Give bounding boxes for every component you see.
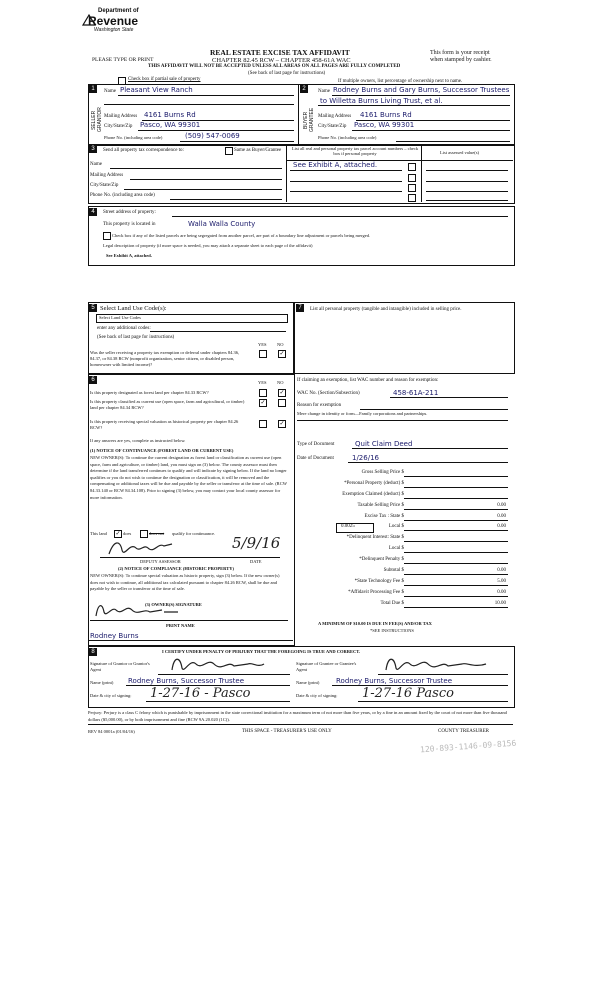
subtotal[interactable]: 0.00 — [497, 568, 506, 573]
s3-name-label: Name — [90, 162, 102, 167]
personal-property-checkbox-3[interactable] — [408, 184, 416, 192]
s5-no-header: NO — [277, 342, 284, 347]
seller-phone-label: Phone No. (including area code) — [104, 135, 163, 140]
delinquent-penalty-label: *Delinquent Penalty $ — [359, 557, 404, 562]
total-due-label: Total Due $ — [380, 601, 404, 606]
section-2-number: 2 — [300, 85, 308, 93]
taxable-price[interactable]: 0.00 — [497, 503, 506, 508]
buyer-address-label: Mailing Address — [318, 114, 352, 119]
processing-fee[interactable]: 0.00 — [497, 590, 506, 595]
reason-label: Reason for exemption — [297, 403, 342, 408]
excise-state-label: Excise Tax : State $ — [364, 514, 404, 519]
document-date-label: Date of Document — [297, 456, 334, 461]
see-instructions-note: *SEE INSTRUCTIONS — [370, 628, 414, 633]
s5-exempt-no[interactable]: ✓ — [279, 351, 285, 357]
technology-fee[interactable]: 5.00 — [497, 579, 506, 584]
seller-city-label: City/State/Zip — [104, 124, 133, 129]
warning-text: THIS AFFIDAVIT WILL NOT BE ACCEPTED UNLESS ALL AREAS ON ALL PAGES ARE FULLY COMPLETED — [148, 64, 401, 69]
owner-signature-label: (3) OWNER(S) SIGNATURE — [145, 602, 202, 607]
grantee-signature — [382, 654, 492, 676]
section-5-number: 5 — [89, 304, 97, 312]
buyer-city[interactable]: Pasco, WA 99301 — [354, 121, 415, 129]
street-address-label: Street address of property: — [103, 210, 156, 215]
additional-codes-label: enter any additional codes: — [97, 326, 151, 331]
this-land-label: This land — [90, 531, 107, 536]
assessor-date: 5/9/16 — [232, 534, 281, 552]
land-use-select-value: Select Land Use Codes — [99, 315, 141, 320]
grantor-date-label: Date & city of signing: — [90, 693, 132, 698]
s6-yes-header: YES — [258, 380, 267, 385]
grantee-date-label: Date & city of signing: — [296, 693, 338, 698]
does-not-label: does not — [149, 531, 165, 536]
assessed-value-header: List assessed value(s) — [440, 150, 479, 155]
document-type[interactable]: Quit Claim Deed — [355, 440, 413, 448]
grantor-date[interactable]: 1-27-16 - Pasco — [150, 686, 251, 701]
grantor-name-label: Name (print) — [90, 680, 114, 685]
seller-address-label: Mailing Address — [104, 114, 138, 119]
type-or-print: PLEASE TYPE OR PRINT — [92, 57, 154, 63]
personal-property-checkbox-2[interactable] — [408, 174, 416, 182]
reason-value[interactable]: Mere change in identity or form—Family corporations and partnerships. — [297, 411, 428, 416]
seller-name[interactable]: Pleasant View Ranch — [120, 86, 193, 94]
section-4-number: 4 — [89, 208, 97, 216]
claiming-exemption-label: If claiming an exemption, list WAC number and reason for exemption: — [297, 378, 439, 383]
segregated-checkbox[interactable] — [103, 232, 111, 240]
buyer-city-label: City/State/Zip — [318, 124, 347, 129]
personal-property-checkbox-4[interactable] — [408, 194, 416, 202]
owner-signature — [92, 600, 182, 622]
buyer-side-label: BUYER GRANTEE — [303, 107, 315, 133]
personal-property-checkbox-1[interactable] — [408, 163, 416, 171]
county[interactable]: Walla Walla County — [188, 220, 256, 228]
land-use-select[interactable] — [96, 314, 288, 323]
same-as-buyer-label: Same as Buyer/Grantee — [234, 148, 282, 153]
forest-land-question: Is this property designated as forest land per chapter 84.33 RCW? — [90, 390, 209, 395]
total-due[interactable]: 10.00 — [494, 601, 506, 606]
local-tax[interactable]: 0.00 — [497, 524, 506, 529]
washington-state: Washington State — [94, 27, 134, 33]
buyer-name-label: Name — [318, 89, 330, 94]
land-use-label: Select Land Use Code(s): — [100, 305, 167, 312]
send-correspondence-label: Send all property tax correspondence to: — [103, 148, 184, 153]
legal-description-value[interactable]: See Exhibit A, attached. — [106, 253, 152, 258]
delinquent-state-label: *Delinquent Interest: State $ — [346, 535, 404, 540]
document-date[interactable]: 1/26/16 — [352, 454, 379, 462]
grantee-name-label: Name (print) — [296, 680, 320, 685]
section-1-number: 1 — [89, 85, 97, 93]
print-name-label: PRINT NAME — [166, 623, 195, 628]
dept-of: Department of — [98, 8, 139, 14]
local-rate: 0.0025 — [341, 524, 355, 529]
seller-city[interactable]: Pasco, WA 99301 — [140, 121, 201, 129]
grantor-signature-label: Signature of Grantor or Grantor's Agent — [90, 661, 150, 672]
grantee-name[interactable]: Rodney Burns, Successor Trustee — [336, 677, 453, 685]
historic-yes[interactable] — [259, 420, 267, 428]
qualify-label: qualify for continuance. — [172, 531, 216, 536]
exemption-claimed-label: Exemption Claimed (deduct) $ — [342, 492, 404, 497]
owner-print-name[interactable]: Rodney Burns — [90, 632, 139, 640]
located-in-label: This property is located in — [103, 222, 156, 227]
receipt-note-1: This form is your receipt — [430, 50, 490, 56]
receipt-note-2: when stamped by cashier. — [430, 57, 492, 63]
assessor-date-label: DATE — [250, 559, 262, 564]
does-checkbox[interactable]: ✓ — [115, 531, 121, 537]
subtotal-label: Subtotal $ — [383, 568, 404, 573]
seller-address[interactable]: 4161 Burns Rd — [144, 111, 196, 119]
wac-label: WAC No. (Section/Subsection) — [297, 391, 360, 396]
grantee-date[interactable]: 1-27-16 Pasco — [362, 686, 454, 701]
s3-city-label: City/State/Zip — [90, 183, 119, 188]
seller-name-label: Name — [104, 89, 116, 94]
form-title: REAL ESTATE EXCISE TAX AFFIDAVIT — [210, 48, 350, 57]
grantee-signature-label: Signature of Grantee or Grantee's Agent — [296, 661, 357, 672]
perjury-notice: Perjury: Perjury is a class C felony which is punishable by imprisonment in the state correctional institution for a maximum term of not more than five years, or by a fine in an amount fixed by the court of not more than five thousand dollars ($5,000.00), or by both imprisonment and fine (RCW 9A.20.020 (1C)). — [88, 710, 507, 722]
same-as-buyer-checkbox[interactable] — [225, 147, 233, 155]
s5-see-back: (See back of last page for instructions) — [97, 335, 175, 340]
gross-price-label: Gross Selling Price $ — [361, 470, 404, 475]
delinquent-local-label: Local $ — [388, 546, 404, 551]
county-treasurer: COUNTY TREASURER — [438, 729, 489, 734]
multiple-owners-note: If multiple owners, list percentage of ownership next to name. — [338, 79, 463, 84]
form-revision: REV 84 0001a (01/04/16) — [88, 729, 135, 734]
buyer-address[interactable]: 4161 Burns Rd — [360, 111, 412, 119]
parcel-list-header: List all real and personal property tax parcel account numbers – check box if personal property — [291, 146, 419, 156]
revenue-wordmark: Revenue — [88, 14, 139, 28]
notice-continuance-title: (1) NOTICE OF CONTINUANCE (FOREST LAND OR CURRENT USE) — [90, 448, 234, 453]
current-use-yes[interactable]: ✓ — [260, 400, 266, 406]
taxable-price-label: Taxable Selling Price $ — [357, 503, 404, 508]
section-7-number: 7 — [296, 304, 304, 312]
local-tax-label: Local $ — [388, 524, 404, 529]
current-use-question: Is this property classified as current use (open space, farm and agricultural, or timber) land per chapter 84.34 RCW? — [90, 399, 245, 410]
section-3-number: 3 — [89, 145, 97, 153]
segregated-label: Check box if any of the listed parcels are being segregated from another parcel, are part of a boundary line adjustment or parcels being merged. — [112, 233, 371, 238]
excise-state[interactable]: 0.00 — [497, 514, 506, 519]
document-type-label: Type of Document — [297, 442, 335, 447]
deputy-assessor-label: DEPUTY ASSESSOR — [140, 559, 181, 564]
personal-property-label: *Personal Property (deduct) $ — [344, 481, 404, 486]
processing-fee-label: *Affidavit Processing Fee $ — [348, 590, 404, 595]
s5-yes-header: YES — [258, 342, 267, 347]
legal-description-label: Legal description of property (if more space is needed, you may attach a separate sheet to each page of the affidavit) — [103, 243, 313, 248]
s3-address-label: Mailing Address — [90, 173, 124, 178]
buyer-name[interactable]: Rodney Burns and Gary Burns, Successor Trustees — [333, 86, 510, 94]
buyer-phone-label: Phone No. (including area code) — [318, 135, 377, 140]
seller-phone[interactable]: (509) 547-0069 — [185, 132, 240, 140]
see-back-header: (See back of last page for instructions) — [248, 71, 326, 76]
section-6-number: 6 — [89, 376, 97, 384]
notice-continuance-body: NEW OWNER(S): To continue the current designation as forest land or classification as current use (open space, farm and agriculture, or timber) land, you must sign on (3) below. The county assessor must then determine if the land transferred continues to qualify and will indicate by signing below. If the land no longer qualifies or you do not wish to continue the designation or classification, it will be removed and the compensating or additional taxes will be due and payable by the seller or transferor at the time of sale. (RCW 84.33.140 or RCW 84.34.108). Prior to signing (3) below, you may contact your local county assessor for more information. — [90, 455, 287, 500]
receipt-stamp: 120-893-1146-09-8156 — [419, 738, 517, 755]
forest-no[interactable]: ✓ — [279, 390, 285, 396]
current-use-no[interactable] — [278, 399, 286, 407]
technology-fee-label: *State Technology Fee $ — [354, 579, 404, 584]
personal-property-list-label: List all personal property (tangible and intangible) included in selling price. — [310, 307, 462, 312]
grantor-signature — [168, 654, 268, 676]
does-label: does — [123, 531, 132, 536]
grantor-name[interactable]: Rodney Burns, Successor Trustee — [128, 677, 245, 685]
minimum-due-note: A MINIMUM OF $10.00 IS DUE IN FEE(S) AND/OR TAX — [318, 621, 432, 626]
s6-no-header: NO — [277, 380, 284, 385]
buyer-name-2[interactable]: to Willetta Burns Living Trust, et al. — [320, 97, 443, 105]
s5-exempt-yes[interactable] — [259, 350, 267, 358]
wac-number[interactable]: 458-61A-211 — [393, 389, 439, 397]
notice-compliance-title: (2) NOTICE OF COMPLIANCE (HISTORIC PROPERTY) — [118, 566, 234, 571]
if-yes-note: If any answers are yes, complete as instructed below. — [90, 438, 186, 443]
parcel-number[interactable]: See Exhibit A, attached. — [293, 161, 378, 169]
treasurer-use-only: THIS SPACE - TREASURER'S USE ONLY — [242, 729, 332, 734]
certify-statement: I CERTIFY UNDER PENALTY OF PERJURY THAT THE FOREGOING IS TRUE AND CORRECT. — [162, 649, 361, 654]
seller-side-label: SELLER GRANTOR — [91, 107, 103, 133]
forest-yes[interactable] — [259, 389, 267, 397]
section-8-number: 8 — [89, 648, 97, 656]
notice-compliance-body: NEW OWNER(S): To continue special valuation as historic property, sign (3) below. If the new owner(s) does not wish to continue, all additional tax calculated pursuant to chapter 84.26 RCW, shall be due and payable by the seller or transferor at the time of sale. — [90, 573, 280, 592]
historic-question: Is this property receiving special valuation as historical property per chapter 84.26 RCW? — [90, 419, 239, 430]
s3-phone-label: Phone No. (including area code) — [90, 193, 155, 198]
partial-sale-label: Check box if partial sale of property — [128, 77, 201, 82]
historic-no[interactable]: ✓ — [279, 421, 285, 427]
seller-exemption-question: Was the seller receiving a property tax exemption or deferral under chapters 84.36, 84.37, or 84.38 RCW (nonprofit organization, senior citizen, or disabled person, homeowner with limited income)? — [90, 350, 240, 367]
form-subtitle: CHAPTER 82.45 RCW – CHAPTER 458-61A WAC — [212, 57, 351, 64]
